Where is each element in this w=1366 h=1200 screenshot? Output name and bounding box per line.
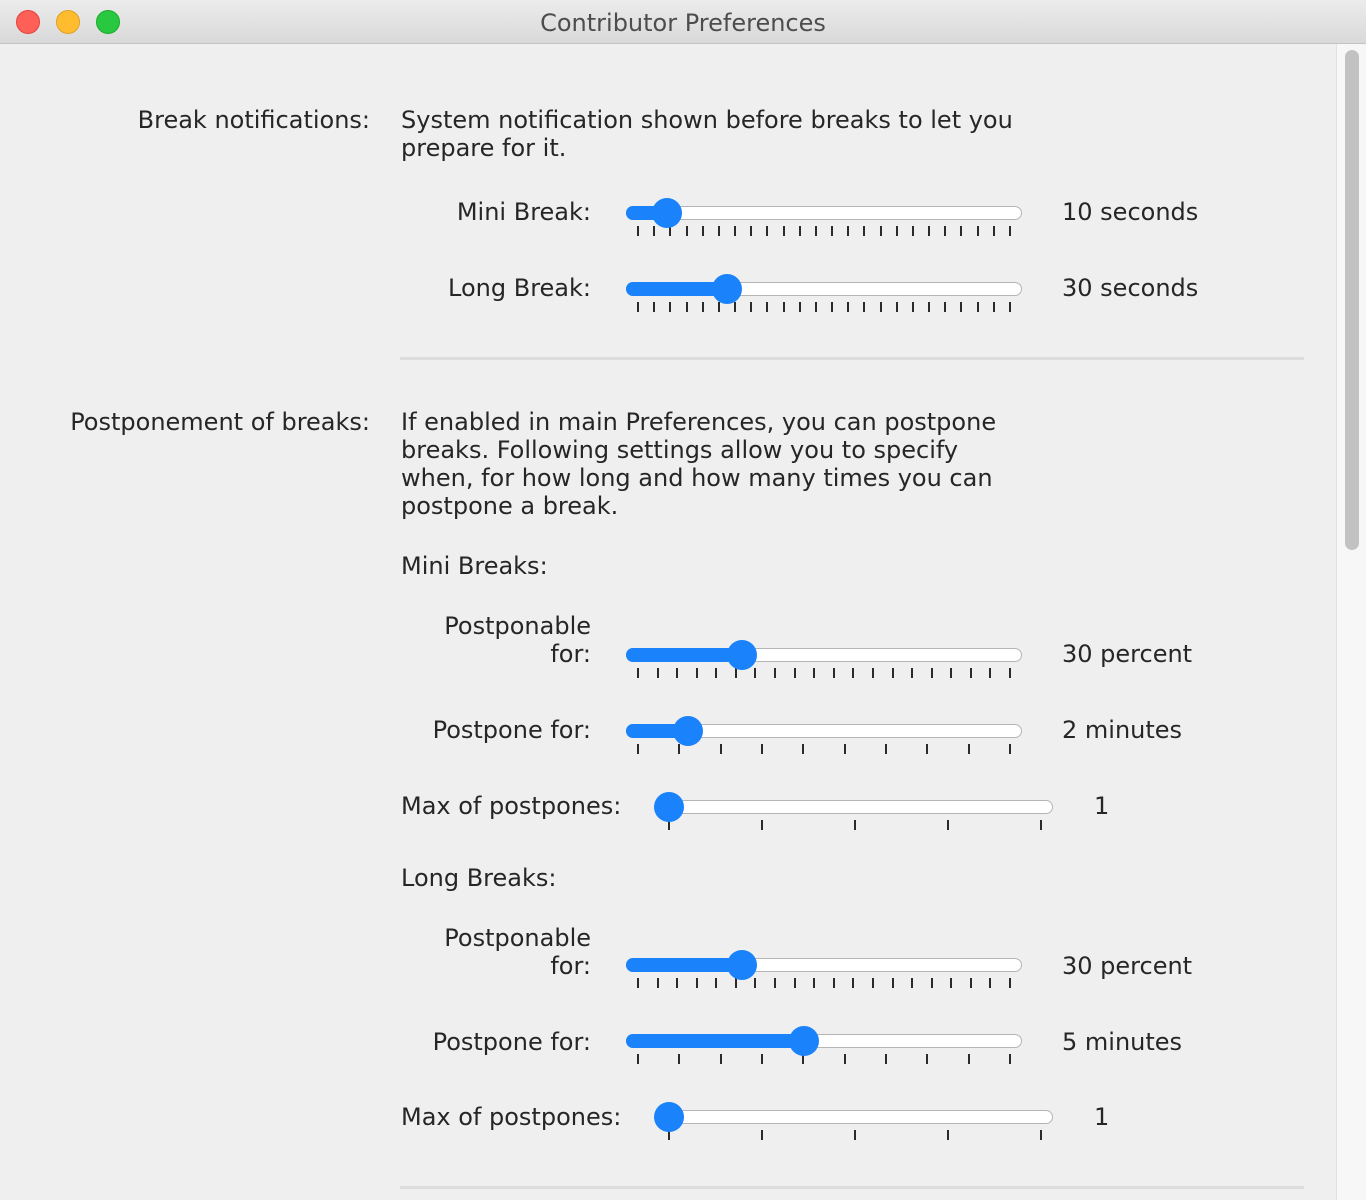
slider-thumb[interactable]: [727, 640, 757, 670]
mini-breaks-heading: Mini Breaks:: [401, 552, 548, 580]
mini-break-notification-value: 10 seconds: [1062, 198, 1199, 226]
slider-tick: [657, 978, 659, 988]
slider-tick: [720, 744, 722, 754]
mini-max-postpones-slider[interactable]: [657, 794, 1053, 838]
slider-tick: [783, 302, 785, 312]
slider-tick: [872, 978, 874, 988]
slider-tick: [912, 302, 914, 312]
long-postpone-for-slider[interactable]: [626, 1028, 1022, 1072]
slider-ticks: [626, 302, 1022, 314]
slider-tick: [892, 978, 894, 988]
slider-thumb[interactable]: [789, 1026, 819, 1056]
slider-tick: [734, 226, 736, 236]
slider-tick: [774, 668, 776, 678]
slider-tick: [833, 978, 835, 988]
slider-ticks: [626, 668, 1022, 680]
slider-track[interactable]: [657, 1110, 1053, 1124]
slider-tick: [734, 302, 736, 312]
long-postponable-slider[interactable]: [626, 952, 1022, 996]
slider-tick: [993, 226, 995, 236]
slider-tick: [1009, 302, 1011, 312]
slider-thumb[interactable]: [652, 198, 682, 228]
slider-tick: [678, 744, 680, 754]
slider-tick: [813, 668, 815, 678]
slider-tick: [847, 226, 849, 236]
mini-postponable-label-line1: Postponable: [444, 612, 591, 640]
slider-tick: [696, 978, 698, 988]
mini-postpone-for-value: 2 minutes: [1062, 716, 1183, 744]
long-postpone-for-value: 5 minutes: [1062, 1028, 1183, 1056]
slider-tick: [950, 978, 952, 988]
slider-tick: [761, 1130, 763, 1140]
long-breaks-heading: Long Breaks:: [401, 864, 557, 892]
slider-tick: [960, 226, 962, 236]
mini-postponable-slider[interactable]: [626, 642, 1022, 686]
slider-tick: [802, 744, 804, 754]
slider-tick: [754, 668, 756, 678]
slider-tick: [970, 668, 972, 678]
slider-fill: [626, 648, 742, 662]
slider-thumb[interactable]: [654, 792, 684, 822]
slider-ticks: [626, 1054, 1022, 1066]
slider-tick: [831, 226, 833, 236]
slider-tick: [912, 226, 914, 236]
slider-tick: [928, 226, 930, 236]
slider-tick: [799, 226, 801, 236]
mini-break-notification-slider[interactable]: [626, 200, 1022, 244]
slider-tick: [1009, 744, 1011, 754]
break-notifications-section-label: Break notifications:: [137, 106, 370, 134]
slider-tick: [637, 668, 639, 678]
long-postponable-value: 30 percent: [1062, 952, 1193, 980]
slider-tick: [977, 302, 979, 312]
slider-tick: [854, 1130, 856, 1140]
slider-tick: [799, 302, 801, 312]
slider-tick: [944, 226, 946, 236]
scrollbar-thumb[interactable]: [1345, 50, 1359, 550]
slider-tick: [774, 978, 776, 988]
slider-tick: [637, 302, 639, 312]
slider-tick: [676, 978, 678, 988]
slider-tick: [761, 1054, 763, 1064]
slider-tick: [911, 668, 913, 678]
slider-tick: [715, 668, 717, 678]
mini-break-notification-label: Mini Break:: [456, 198, 591, 226]
slider-tick: [880, 226, 882, 236]
mini-postpone-for-label: Postpone for:: [432, 716, 591, 744]
long-postpone-for-label: Postpone for:: [432, 1028, 591, 1056]
slider-tick: [815, 302, 817, 312]
slider-tick: [761, 820, 763, 830]
slider-tick: [715, 978, 717, 988]
mini-postponable-value: 30 percent: [1062, 640, 1193, 668]
slider-tick: [637, 226, 639, 236]
mini-max-postpones-value: 1: [1094, 792, 1110, 820]
slider-tick: [926, 1054, 928, 1064]
slider-fill: [626, 1034, 804, 1048]
section-separator: [400, 357, 1304, 360]
slider-tick: [637, 978, 639, 988]
slider-tick: [947, 820, 949, 830]
long-max-postpones-value: 1: [1094, 1103, 1110, 1131]
slider-tick: [794, 668, 796, 678]
slider-tick: [702, 226, 704, 236]
slider-tick: [931, 978, 933, 988]
slider-tick: [813, 978, 815, 988]
slider-tick: [653, 302, 655, 312]
slider-tick: [863, 226, 865, 236]
long-break-notification-slider[interactable]: [626, 276, 1022, 320]
slider-thumb[interactable]: [712, 274, 742, 304]
slider-tick: [669, 302, 671, 312]
long-break-notification-label: Long Break:: [448, 274, 591, 302]
slider-tick: [931, 668, 933, 678]
slider-tick: [947, 1130, 949, 1140]
slider-tick: [637, 744, 639, 754]
slider-tick: [950, 668, 952, 678]
slider-tick: [989, 668, 991, 678]
slider-tick: [761, 744, 763, 754]
slider-ticks: [657, 820, 1053, 832]
slider-tick: [678, 1054, 680, 1064]
title-bar: [0, 0, 1366, 44]
slider-tick: [852, 668, 854, 678]
long-break-notification-value: 30 seconds: [1062, 274, 1199, 302]
slider-tick: [831, 302, 833, 312]
slider-tick: [854, 820, 856, 830]
slider-tick: [735, 668, 737, 678]
slider-tick: [1040, 820, 1042, 830]
slider-tick: [766, 226, 768, 236]
slider-ticks: [626, 226, 1022, 238]
slider-tick: [989, 978, 991, 988]
slider-track[interactable]: [626, 206, 1022, 220]
mini-max-postpones-label: Max of postpones:: [401, 792, 622, 820]
slider-tick: [880, 302, 882, 312]
long-max-postpones-slider[interactable]: [657, 1104, 1053, 1148]
slider-ticks: [657, 1130, 1053, 1142]
break-notifications-description: System notification shown before breaks to let you prepare for it.: [401, 106, 1013, 162]
slider-track[interactable]: [657, 800, 1053, 814]
slider-tick: [637, 1054, 639, 1064]
long-postponable-label-line1: Postponable: [444, 924, 591, 952]
slider-tick: [750, 302, 752, 312]
window-title: Contributor Preferences: [540, 9, 826, 37]
slider-tick: [892, 668, 894, 678]
slider-tick: [968, 1054, 970, 1064]
section-separator-bottom: [400, 1186, 1304, 1189]
slider-tick: [896, 226, 898, 236]
slider-tick: [977, 226, 979, 236]
slider-tick: [993, 302, 995, 312]
slider-tick: [735, 978, 737, 988]
slider-tick: [653, 226, 655, 236]
slider-tick: [766, 302, 768, 312]
long-postponable-label-line2: for:: [550, 952, 591, 980]
slider-tick: [852, 978, 854, 988]
slider-tick: [1040, 1130, 1042, 1140]
mini-postpone-for-slider[interactable]: [626, 718, 1022, 762]
slider-fill: [626, 958, 742, 972]
slider-tick: [1009, 978, 1011, 988]
slider-tick: [686, 302, 688, 312]
slider-tick: [676, 668, 678, 678]
slider-tick: [844, 1054, 846, 1064]
long-max-postpones-label: Max of postpones:: [401, 1103, 622, 1131]
slider-thumb[interactable]: [673, 716, 703, 746]
slider-tick: [928, 302, 930, 312]
postponement-description: If enabled in main Preferences, you can postpone breaks. Following settings allow you to specify when, for how long and how many times you can postpone a break.: [401, 408, 997, 520]
slider-thumb[interactable]: [727, 950, 757, 980]
slider-tick: [911, 978, 913, 988]
slider-tick: [944, 302, 946, 312]
slider-tick: [896, 302, 898, 312]
slider-tick: [863, 302, 865, 312]
slider-tick: [1009, 1054, 1011, 1064]
slider-tick: [970, 978, 972, 988]
slider-tick: [686, 226, 688, 236]
slider-tick: [720, 1054, 722, 1064]
slider-tick: [926, 744, 928, 754]
slider-tick: [702, 302, 704, 312]
slider-ticks: [626, 978, 1022, 990]
slider-tick: [872, 668, 874, 678]
slider-tick: [885, 1054, 887, 1064]
slider-tick: [844, 744, 846, 754]
slider-thumb[interactable]: [654, 1102, 684, 1132]
slider-tick: [885, 744, 887, 754]
slider-tick: [750, 226, 752, 236]
slider-tick: [718, 226, 720, 236]
slider-tick: [847, 302, 849, 312]
postponement-section-label: Postponement of breaks:: [70, 408, 370, 436]
slider-tick: [754, 978, 756, 988]
slider-tick: [960, 302, 962, 312]
slider-tick: [815, 226, 817, 236]
slider-tick: [718, 302, 720, 312]
slider-tick: [783, 226, 785, 236]
slider-tick: [657, 668, 659, 678]
slider-tick: [696, 668, 698, 678]
mini-postponable-label-line2: for:: [550, 640, 591, 668]
slider-tick: [833, 668, 835, 678]
slider-tick: [968, 744, 970, 754]
slider-tick: [1009, 226, 1011, 236]
slider-tick: [794, 978, 796, 988]
slider-tick: [1009, 668, 1011, 678]
